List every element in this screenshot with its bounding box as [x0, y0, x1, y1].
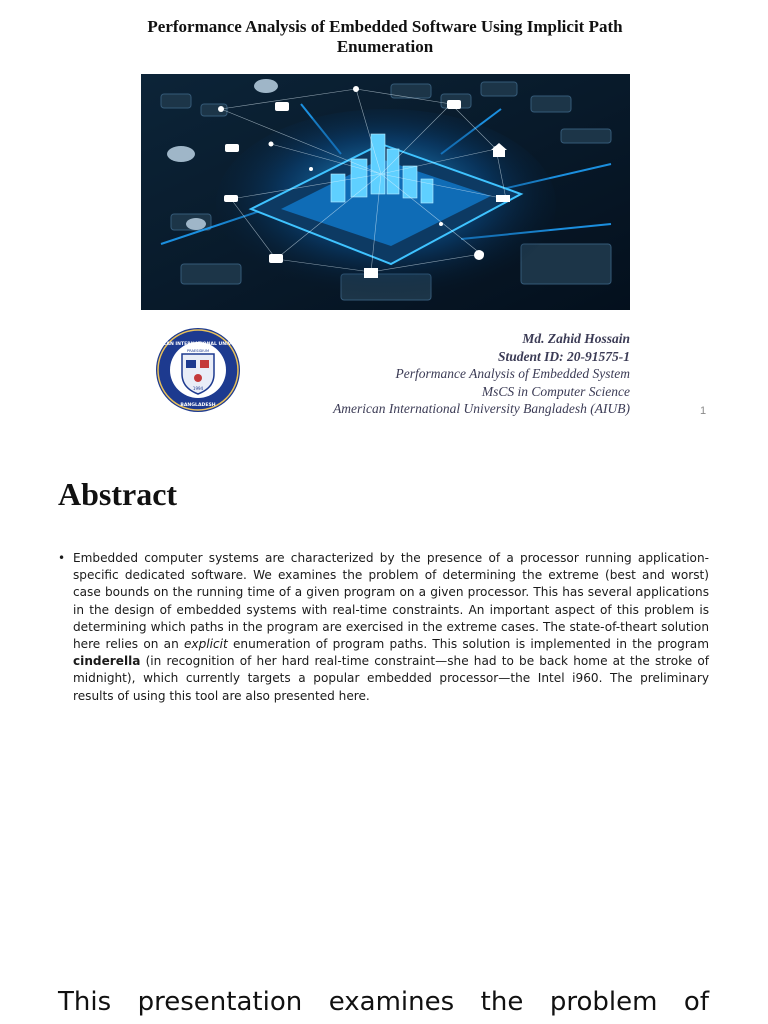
abstract-text-part-1: Embedded computer systems are characterized by the presence of a processor running application-specific dedicated software. We examines the problem of determining the extreme (best and worst) case bounds on the running time of a given program on a given processor. This has several applications in the design of embedded systems with real-time constraints. An important aspect of this problem is determining which paths in the program are exercised in the extreme cases. The state-of-theart solution here relies on an [73, 551, 709, 652]
presentation-title: Performance Analysis of Embedded Software Using Implicit Path Enumeration [147, 17, 623, 56]
chip-illustration [141, 74, 630, 310]
student-id: Student ID: 20-91575-1 [497, 348, 630, 364]
aiub-logo [146, 326, 250, 414]
abstract-program-name: cinderella [73, 654, 141, 669]
abstract-text-part-3: (in recognition of her hard real-time constraint—she had to be back home at the stroke of midnight), which currently targets a popular embedded processor—the Intel i960. The preliminary results of using this tool are also presented here. [73, 654, 709, 703]
university-name: American International University Bangladesh (AIUB) [333, 401, 630, 416]
svg-text:BANGLADESH: BANGLADESH [180, 403, 216, 408]
abstract-text-part-2: enumeration of program paths. This solution is implemented in the program [227, 637, 709, 652]
abstract-body [58, 550, 709, 705]
course-name: Performance Analysis of Embedded System [395, 366, 630, 381]
next-slide-partial-text: This presentation examines the problem of [58, 987, 709, 1017]
title-slide [0, 0, 768, 430]
author-name: Md. Zahid Hossain [522, 331, 630, 346]
author-block [333, 330, 630, 418]
abstract-paragraph [73, 550, 709, 705]
bullet-marker: • [58, 551, 66, 565]
svg-text:PRAESIDIUM: PRAESIDIUM [186, 349, 210, 353]
svg-text:AMERICAN INTERNATIONAL UNIVERS: AMERICAN INTERNATIONAL UNIVERSITY [146, 342, 250, 347]
abstract-heading: Abstract [58, 476, 178, 512]
hero-image-embedded-chip [141, 74, 630, 310]
abstract-emphasis: explicit [183, 637, 228, 652]
program-name: MsCS in Computer Science [481, 383, 630, 399]
slide-number: 1 [700, 405, 707, 417]
svg-text:1994: 1994 [192, 386, 204, 391]
